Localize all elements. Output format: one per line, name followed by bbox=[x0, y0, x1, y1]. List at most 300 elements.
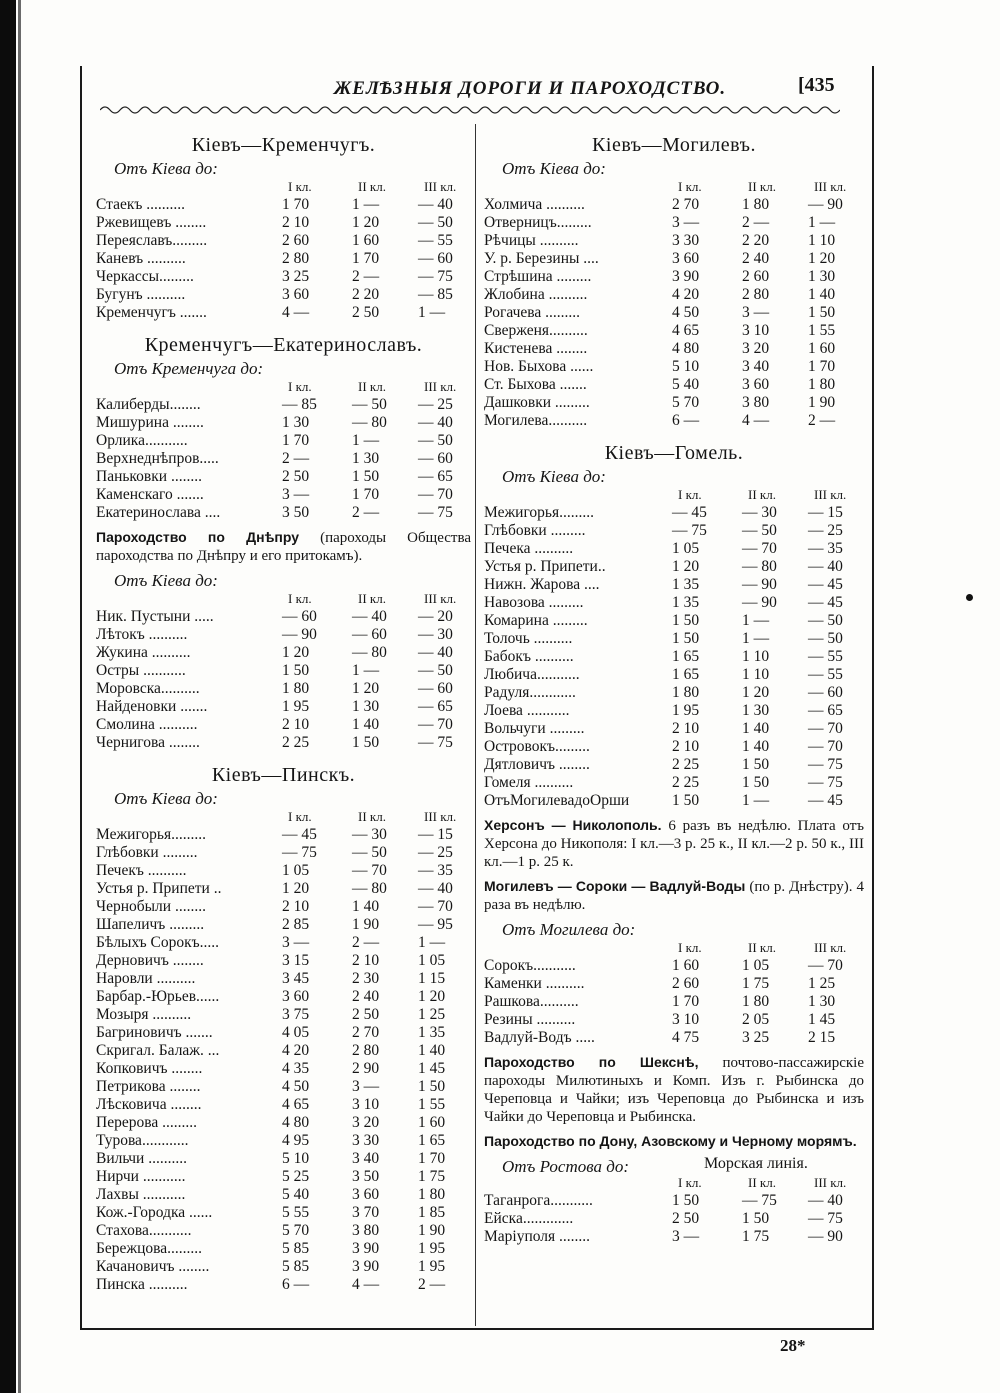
class-header: III кл. bbox=[814, 179, 847, 194]
fare-class-3: — 75 bbox=[418, 504, 453, 521]
from-label: Отъ Кіева до: bbox=[502, 159, 606, 178]
fare-class-3: — 50 bbox=[418, 662, 453, 679]
station-name: Ст. Быхова ....... bbox=[484, 376, 587, 393]
fare-class-1: 4 95 bbox=[282, 1132, 310, 1149]
fare-class-2: 2 — bbox=[352, 504, 380, 521]
fare-class-1: 5 70 bbox=[282, 1222, 310, 1239]
fare-class-3: 1 75 bbox=[418, 1168, 446, 1185]
fare-class-2: 2 70 bbox=[352, 1024, 380, 1041]
table-row bbox=[96, 1150, 471, 1168]
table-row bbox=[96, 1186, 471, 1204]
fare-class-3: — 25 bbox=[418, 844, 453, 861]
station-name: Качановичъ ........ bbox=[96, 1258, 210, 1275]
station-name: Екатеринослава .... bbox=[96, 504, 221, 521]
fare-class-1: 2 10 bbox=[672, 720, 700, 737]
fare-class-2: 2 — bbox=[742, 214, 770, 231]
fare-class-2: 1 30 bbox=[352, 698, 380, 715]
fare-class-1: 4 — bbox=[282, 304, 310, 321]
fare-class-3: — 45 bbox=[808, 594, 843, 611]
station-name: Бережцова......... bbox=[96, 1240, 203, 1257]
fare-class-1: 4 35 bbox=[282, 1060, 310, 1077]
fare-class-3: 1 45 bbox=[808, 1011, 836, 1028]
station-name: Турова............ bbox=[96, 1132, 189, 1149]
fare-class-1: — 75 bbox=[282, 844, 317, 861]
class-header: II кл. bbox=[358, 379, 386, 394]
fare-class-1: 4 80 bbox=[672, 340, 700, 357]
fare-class-1: 1 80 bbox=[672, 684, 700, 701]
fare-class-3: 1 55 bbox=[418, 1096, 446, 1113]
table-row bbox=[96, 1240, 471, 1258]
fare-class-2: 3 70 bbox=[352, 1204, 380, 1221]
table-row bbox=[96, 1204, 471, 1222]
station-name: Нов. Быхова ...... bbox=[484, 358, 594, 375]
table-row bbox=[484, 975, 864, 993]
station-name: Рѣчицы .......... bbox=[484, 232, 579, 249]
fare-class-3: — 40 bbox=[418, 644, 453, 661]
table-row bbox=[484, 702, 864, 720]
station-name: Бабокъ .......... bbox=[484, 648, 574, 665]
table-row bbox=[484, 196, 864, 214]
table-row bbox=[96, 268, 471, 286]
fare-class-2: 2 40 bbox=[742, 250, 770, 267]
station-name: Устья р. Припети.. bbox=[484, 558, 606, 575]
fare-class-3: 1 85 bbox=[418, 1204, 446, 1221]
fare-class-3: — 60 bbox=[418, 680, 453, 697]
fare-class-1: — 90 bbox=[282, 626, 317, 643]
table-row bbox=[484, 214, 864, 232]
station-name: Холмича .......... bbox=[484, 196, 585, 213]
class-header-row bbox=[96, 379, 471, 396]
fare-class-3: — 75 bbox=[418, 734, 453, 751]
table-row bbox=[96, 698, 471, 716]
station-name: Смолина .......... bbox=[96, 716, 198, 733]
fare-class-2: 3 40 bbox=[742, 358, 770, 375]
fare-class-1: 6 — bbox=[282, 1276, 310, 1293]
station-name: Рогачева ......... bbox=[484, 304, 581, 321]
station-name: Орлика........... bbox=[96, 432, 188, 449]
table-row bbox=[484, 594, 864, 612]
station-name: Навозова ......... bbox=[484, 594, 584, 611]
fare-class-1: 4 65 bbox=[282, 1096, 310, 1113]
fare-class-3: 1 20 bbox=[808, 250, 836, 267]
fare-class-1: 1 65 bbox=[672, 648, 700, 665]
fare-class-2: 3 80 bbox=[352, 1222, 380, 1239]
fare-class-2: — 50 bbox=[352, 844, 387, 861]
table-row bbox=[484, 1011, 864, 1029]
fare-class-3: — 60 bbox=[418, 450, 453, 467]
fare-class-3: — 70 bbox=[418, 716, 453, 733]
fare-class-3: 1 60 bbox=[418, 1114, 446, 1131]
fare-class-3: 1 50 bbox=[418, 1078, 446, 1095]
fare-class-3: — 45 bbox=[808, 792, 843, 809]
fare-class-2: 1 80 bbox=[742, 196, 770, 213]
class-header-row bbox=[484, 940, 864, 957]
table-row bbox=[484, 504, 864, 522]
fare-class-3: — 85 bbox=[418, 286, 453, 303]
station-name: Наровли .......... bbox=[96, 970, 196, 987]
fare-class-3: — 50 bbox=[808, 630, 843, 647]
class-header: I кл. bbox=[678, 487, 702, 502]
fare-class-1: 5 40 bbox=[672, 376, 700, 393]
table-row bbox=[96, 1096, 471, 1114]
station-name: Вильчи .......... bbox=[96, 1150, 187, 1167]
fare-class-1: 4 20 bbox=[672, 286, 700, 303]
notice-paragraph bbox=[484, 816, 864, 871]
table-row bbox=[96, 450, 471, 468]
class-header: I кл. bbox=[288, 379, 312, 394]
station-name: Таганрога........... bbox=[484, 1192, 593, 1209]
table-row bbox=[96, 1006, 471, 1024]
table-row bbox=[96, 1132, 471, 1150]
table-row bbox=[484, 358, 864, 376]
book-spine bbox=[0, 0, 16, 1393]
table-row bbox=[96, 214, 471, 232]
marine-line-label: Морская линія. bbox=[704, 1155, 808, 1172]
table-row bbox=[96, 250, 471, 268]
table-row bbox=[484, 738, 864, 756]
station-name: Найденовки ....... bbox=[96, 698, 208, 715]
table-row bbox=[96, 486, 471, 504]
fare-class-2: 2 40 bbox=[352, 988, 380, 1005]
fare-class-1: 5 25 bbox=[282, 1168, 310, 1185]
fare-class-3: — 40 bbox=[418, 880, 453, 897]
station-name: Стахова........... bbox=[96, 1222, 192, 1239]
fare-class-3: — 70 bbox=[418, 486, 453, 503]
from-label: Отъ Могилева до: bbox=[502, 920, 636, 939]
table-row bbox=[96, 286, 471, 304]
fare-class-3: 1 80 bbox=[418, 1186, 446, 1203]
fare-class-3: — 50 bbox=[808, 612, 843, 629]
from-label: Отъ Кіева до: bbox=[502, 467, 606, 486]
station-name: Ник. Пустыни ..... bbox=[96, 608, 214, 625]
fare-class-3: 1 60 bbox=[808, 340, 836, 357]
table-row bbox=[484, 792, 864, 810]
table-row bbox=[484, 268, 864, 286]
fare-class-2: 1 40 bbox=[352, 898, 380, 915]
fare-class-3: 1 80 bbox=[808, 376, 836, 393]
notice-bold: Пароходство по Шекснѣ, bbox=[484, 1054, 699, 1070]
fare-class-3: 1 30 bbox=[808, 993, 836, 1010]
fare-class-3: 1 65 bbox=[418, 1132, 446, 1149]
station-name: Ейска............. bbox=[484, 1210, 574, 1227]
class-header: I кл. bbox=[678, 179, 702, 194]
fare-class-1: 4 80 bbox=[282, 1114, 310, 1131]
table-row bbox=[484, 684, 864, 702]
fare-class-1: 1 65 bbox=[672, 666, 700, 683]
notice-text: почтово-пассажирскіе пароходы Милютиныхъ и Комп. Изъ г. Рыбинска до Череповца и Чайки; изъ Череповца до Рыбинска и изъ Чайки до Череповца и Рыбинска. bbox=[484, 1055, 864, 1125]
station-name: Мишурина ........ bbox=[96, 414, 204, 431]
station-name: Межигорья......... bbox=[96, 826, 207, 843]
station-name: Нижн. Жарова .... bbox=[484, 576, 600, 593]
station-name: Чернобыли ........ bbox=[96, 898, 206, 915]
class-header-row bbox=[484, 179, 864, 196]
station-name: Жлобина .......... bbox=[484, 286, 588, 303]
fare-class-2: 2 60 bbox=[742, 268, 770, 285]
fare-class-1: 1 95 bbox=[282, 698, 310, 715]
station-name: Калиберды........ bbox=[96, 396, 201, 413]
station-name: Лахвы ........... bbox=[96, 1186, 186, 1203]
fare-class-1: 2 25 bbox=[672, 756, 700, 773]
station-name: Моровска.......... bbox=[96, 680, 200, 697]
fare-class-2: — 70 bbox=[352, 862, 387, 879]
station-name: Копковичъ ........ bbox=[96, 1060, 203, 1077]
station-name: Дашковки ......... bbox=[484, 394, 590, 411]
fare-class-3: 1 25 bbox=[808, 975, 836, 992]
from-label: Отъ Ростова до: bbox=[502, 1157, 629, 1176]
table-row bbox=[484, 756, 864, 774]
fare-class-1: 3 45 bbox=[282, 970, 310, 987]
fare-class-1: 5 10 bbox=[672, 358, 700, 375]
fare-class-1: 5 40 bbox=[282, 1186, 310, 1203]
fare-class-1: 1 70 bbox=[282, 196, 310, 213]
fare-class-1: 2 — bbox=[282, 450, 310, 467]
table-row bbox=[96, 844, 471, 862]
station-name: Лѣтокъ .......... bbox=[96, 626, 188, 643]
station-name: Резины .......... bbox=[484, 1011, 576, 1028]
notice-paragraph bbox=[484, 1053, 864, 1126]
station-name: Остры ........... bbox=[96, 662, 186, 679]
fare-class-1: 5 70 bbox=[672, 394, 700, 411]
station-name: Скригал. Балаж. ... bbox=[96, 1042, 220, 1059]
fare-class-2: 4 — bbox=[742, 412, 770, 429]
notice-bold: Херсонъ — Николополь. bbox=[484, 817, 662, 833]
fare-class-1: 3 10 bbox=[672, 1011, 700, 1028]
station-name: Глѣбовки ......... bbox=[484, 522, 586, 539]
from-label: Отъ Кіева до: bbox=[114, 789, 218, 808]
fare-class-1: 4 50 bbox=[672, 304, 700, 321]
fare-class-2: 2 50 bbox=[352, 1006, 380, 1023]
table-row bbox=[96, 1276, 471, 1294]
fare-class-2: — 60 bbox=[352, 626, 387, 643]
station-name: Глѣбовки ......... bbox=[96, 844, 198, 861]
page-number: [435 bbox=[798, 74, 835, 96]
fare-class-2: 1 10 bbox=[742, 666, 770, 683]
table-row bbox=[484, 993, 864, 1011]
table-row bbox=[484, 232, 864, 250]
class-header-row bbox=[96, 809, 471, 826]
fare-class-1: 2 25 bbox=[282, 734, 310, 751]
fare-class-2: 2 80 bbox=[352, 1042, 380, 1059]
fare-class-1: 2 10 bbox=[282, 214, 310, 231]
fare-class-3: — 25 bbox=[808, 522, 843, 539]
fare-class-1: 1 80 bbox=[282, 680, 310, 697]
fare-class-1: 1 35 bbox=[672, 594, 700, 611]
fare-class-2: 2 50 bbox=[352, 304, 380, 321]
table-row bbox=[96, 662, 471, 680]
fare-class-3: 1 — bbox=[808, 214, 836, 231]
class-header: II кл. bbox=[748, 940, 776, 955]
fare-class-3: 1 95 bbox=[418, 1240, 446, 1257]
fare-class-1: 2 10 bbox=[282, 716, 310, 733]
fare-class-1: 4 50 bbox=[282, 1078, 310, 1095]
fare-class-2: — 30 bbox=[742, 504, 777, 521]
station-name: Радуля............ bbox=[484, 684, 576, 701]
fare-class-1: 1 50 bbox=[672, 792, 700, 809]
station-name: Барбар.-Юрьев...... bbox=[96, 988, 220, 1005]
fare-class-3: — 50 bbox=[418, 214, 453, 231]
fare-class-3: — 25 bbox=[418, 396, 453, 413]
table-row bbox=[484, 648, 864, 666]
fare-class-2: — 40 bbox=[352, 608, 387, 625]
station-name: Стрѣшина ......... bbox=[484, 268, 592, 285]
fare-class-1: — 60 bbox=[282, 608, 317, 625]
fare-class-2: 2 20 bbox=[742, 232, 770, 249]
fare-class-2: 1 — bbox=[352, 662, 380, 679]
class-header-row bbox=[484, 487, 864, 504]
fare-class-3: — 55 bbox=[808, 666, 843, 683]
table-row bbox=[484, 340, 864, 358]
fare-class-3: — 75 bbox=[808, 756, 843, 773]
fare-class-1: — 45 bbox=[282, 826, 317, 843]
fare-class-2: 3 10 bbox=[352, 1096, 380, 1113]
running-title: ЖЕЛѢЗНЫЯ ДОРОГИ И ПАРОХОДСТВО. bbox=[333, 78, 727, 99]
fare-class-2: — 90 bbox=[742, 594, 777, 611]
fare-class-3: — 70 bbox=[808, 738, 843, 755]
table-row bbox=[96, 1078, 471, 1096]
fare-class-1: — 45 bbox=[672, 504, 707, 521]
table-row bbox=[96, 644, 471, 662]
fare-class-1: 2 60 bbox=[672, 975, 700, 992]
fare-class-3: 1 15 bbox=[418, 970, 446, 987]
table-row bbox=[484, 774, 864, 792]
class-header-row bbox=[96, 179, 471, 196]
table-row bbox=[96, 988, 471, 1006]
station-name: У. р. Березины .... bbox=[484, 250, 599, 267]
fare-class-2: 1 — bbox=[352, 196, 380, 213]
fare-class-1: 2 10 bbox=[282, 898, 310, 915]
fare-class-2: 1 70 bbox=[352, 250, 380, 267]
station-name: Верхнеднѣпров..... bbox=[96, 450, 219, 467]
table-row bbox=[484, 576, 864, 594]
fare-class-1: 2 10 bbox=[672, 738, 700, 755]
fare-class-3: 2 — bbox=[808, 412, 836, 429]
station-name: Толочь .......... bbox=[484, 630, 573, 647]
fare-class-2: — 50 bbox=[352, 396, 387, 413]
fare-class-1: — 75 bbox=[672, 522, 707, 539]
fare-class-1: 1 70 bbox=[672, 993, 700, 1010]
fare-class-2: 1 — bbox=[742, 792, 770, 809]
fare-class-2: 3 30 bbox=[352, 1132, 380, 1149]
fare-class-1: 1 50 bbox=[282, 662, 310, 679]
fare-class-3: — 35 bbox=[808, 540, 843, 557]
class-header: I кл. bbox=[288, 179, 312, 194]
fare-class-3: — 50 bbox=[418, 432, 453, 449]
station-name: Дятловичъ ........ bbox=[484, 756, 590, 773]
fare-class-1: 3 15 bbox=[282, 952, 310, 969]
fare-class-2: 1 30 bbox=[742, 702, 770, 719]
fare-class-1: 1 05 bbox=[282, 862, 310, 879]
fare-class-1: 3 75 bbox=[282, 1006, 310, 1023]
fare-class-1: 3 50 bbox=[282, 504, 310, 521]
table-row bbox=[484, 666, 864, 684]
fare-class-2: 1 50 bbox=[742, 1210, 770, 1227]
station-name: Межигорья......... bbox=[484, 504, 595, 521]
notice-bold: Могилевъ — Сороки — Вадлуй-Воды bbox=[484, 878, 746, 894]
table-row bbox=[484, 957, 864, 975]
table-row bbox=[96, 504, 471, 522]
table-row bbox=[484, 522, 864, 540]
fare-class-3: 1 45 bbox=[418, 1060, 446, 1077]
fare-class-1: 2 25 bbox=[672, 774, 700, 791]
station-name: Сорокъ........... bbox=[484, 957, 576, 974]
fare-class-2: 2 — bbox=[352, 934, 380, 951]
fare-class-2: 2 10 bbox=[352, 952, 380, 969]
fare-class-2: — 90 bbox=[742, 576, 777, 593]
notice-text: 6 разъ въ недѣлю. Плата отъ Херсона до Никополя: I кл.—3 р. 25 к., II кл.—2 р. 50 к., III кл.—1 р. 25 к. bbox=[484, 818, 864, 870]
fare-class-2: 3 90 bbox=[352, 1258, 380, 1275]
fare-class-2: 3 25 bbox=[742, 1029, 770, 1046]
station-name: Кож.-Городка ...... bbox=[96, 1204, 213, 1221]
fare-class-1: 1 70 bbox=[282, 432, 310, 449]
station-name: Каменки .......... bbox=[484, 975, 585, 992]
fare-class-2: 2 90 bbox=[352, 1060, 380, 1077]
fare-class-3: 1 40 bbox=[808, 286, 836, 303]
station-name: Ржевищевъ ........ bbox=[96, 214, 207, 231]
fare-class-1: — 85 bbox=[282, 396, 317, 413]
fare-class-3: 1 95 bbox=[418, 1258, 446, 1275]
fare-class-3: 2 15 bbox=[808, 1029, 836, 1046]
fare-class-3: — 75 bbox=[808, 1210, 843, 1227]
fare-class-2: 1 50 bbox=[352, 468, 380, 485]
fare-class-1: 1 60 bbox=[672, 957, 700, 974]
fare-class-1: 1 35 bbox=[672, 576, 700, 593]
station-name: Печекъ .......... bbox=[96, 862, 187, 879]
fare-class-3: — 55 bbox=[418, 232, 453, 249]
fare-class-3: — 40 bbox=[808, 1192, 843, 1209]
class-header-row bbox=[96, 591, 471, 608]
class-header: I кл. bbox=[678, 1175, 702, 1190]
fare-class-2: 1 30 bbox=[352, 450, 380, 467]
class-header-row bbox=[484, 1175, 864, 1192]
fare-class-1: 1 50 bbox=[672, 1192, 700, 1209]
table-row bbox=[96, 232, 471, 250]
fare-class-3: — 70 bbox=[418, 898, 453, 915]
fare-class-1: 4 65 bbox=[672, 322, 700, 339]
fare-class-2: 1 50 bbox=[742, 756, 770, 773]
fare-class-3: — 65 bbox=[808, 702, 843, 719]
fare-class-2: — 80 bbox=[352, 880, 387, 897]
table-row bbox=[96, 1042, 471, 1060]
table-row bbox=[484, 630, 864, 648]
fare-class-2: 2 30 bbox=[352, 970, 380, 987]
fare-class-2: — 80 bbox=[352, 414, 387, 431]
fare-class-2: — 70 bbox=[742, 540, 777, 557]
fare-class-1: 1 20 bbox=[282, 644, 310, 661]
fare-class-2: 1 05 bbox=[742, 957, 770, 974]
table-row bbox=[96, 396, 471, 414]
station-name: Черкассы......... bbox=[96, 268, 194, 285]
wavy-rule bbox=[100, 104, 840, 116]
fare-class-1: 1 50 bbox=[672, 630, 700, 647]
station-name: Петрикова ........ bbox=[96, 1078, 201, 1095]
station-name: Каменскаго ....... bbox=[96, 486, 204, 503]
station-name: Паньковки ........ bbox=[96, 468, 202, 485]
fare-class-3: — 65 bbox=[418, 698, 453, 715]
table-row bbox=[96, 716, 471, 734]
class-header: III кл. bbox=[424, 809, 457, 824]
class-header: II кл. bbox=[748, 1175, 776, 1190]
fare-class-3: — 15 bbox=[808, 504, 843, 521]
fare-class-3: — 45 bbox=[808, 576, 843, 593]
station-name: Переяславъ......... bbox=[96, 232, 208, 249]
table-row bbox=[96, 626, 471, 644]
fare-class-1: 4 05 bbox=[282, 1024, 310, 1041]
fare-class-2: 1 10 bbox=[742, 648, 770, 665]
fare-class-1: 1 20 bbox=[672, 558, 700, 575]
fare-class-2: 3 60 bbox=[742, 376, 770, 393]
fare-class-1: 1 30 bbox=[282, 414, 310, 431]
fare-class-2: 3 40 bbox=[352, 1150, 380, 1167]
